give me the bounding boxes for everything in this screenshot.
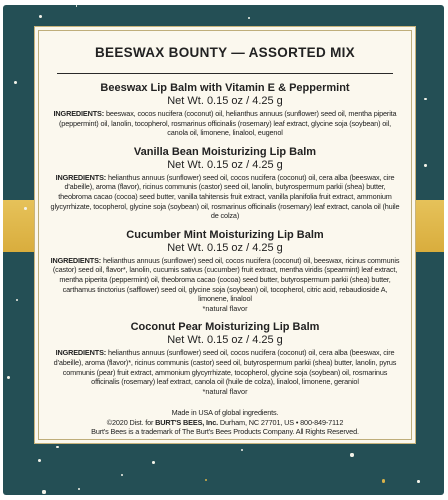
product-name: Beeswax Lip Balm with Vitamin E & Peppermint	[100, 82, 350, 94]
dist-suffix: Durham, NC 27701, US • 800-849-7112	[219, 417, 344, 427]
speckle-dot	[14, 81, 17, 84]
product-weight: Net Wt. 0.15 oz / 4.25 g	[167, 158, 283, 171]
product-ingredients	[49, 348, 401, 386]
product-coconut-pear	[39, 321, 411, 396]
speckle-dot	[78, 488, 80, 490]
product-ingredients	[49, 256, 401, 304]
product-name: Coconut Pear Moisturizing Lip Balm	[130, 321, 320, 334]
natural-flavor-note: *natural flavor	[202, 386, 248, 396]
speckle-dot	[76, 5, 78, 7]
speckle-dot	[241, 449, 243, 451]
speckle-dot	[248, 17, 250, 19]
product-beeswax	[39, 82, 411, 138]
ingredients-text: helianthus annuus (sunflower) seed oil, cocos nucifera (coconut) oil, cera alba (beeswax, cire d'abeille), aroma (flavor)*, ricinus communis (castor) seed oil, butyrospermum parkii (shea) butter, lanolin, pyrus communis (pear) fruit extract, ammonium glycyrrhizate, tocopherol, glycine soja (soybean) oil, rosmarinus officinalis (rosemary) leaf extract, canola oil (huile de colza), linalool, limonene, geraniol	[53, 348, 397, 387]
dist-prefix: ©2020 Dist. for	[106, 417, 154, 427]
speckle-dot	[24, 207, 27, 210]
speckle-dot	[382, 479, 385, 482]
ingredients-text: helianthus annuus (sunflower) seed oil, cocos nucifera (coconut) oil, beeswax, ricinus communis (castor) seed oil, flavor*, lanolin, cucumis sativus (cucumber) fruit extract, mentha viridis (spearmint) leaf extract, mentha piperita (peppermint) oil, theobroma cacao (cocoa) seed butter, butyrospermum parkii (shea) butter, carthamus tinctorius (safflower) seed oil, glycine soja (soybean) oil, tocopherol, citric acid, rebaudioside A, limonene, linalool	[52, 255, 400, 304]
product-name: Vanilla Bean Moisturizing Lip Balm	[133, 145, 317, 158]
ingredients-label: INGREDIENTS:	[50, 255, 102, 265]
trademark-text: Burt's Bees is a trademark of The Burt's Bees Products Company. All Rights Reserved.	[91, 427, 359, 437]
product-ingredients	[49, 173, 401, 221]
ingredients-text: helianthus annuus (sunflower) seed oil, cocos nucifera (coconut) oil, cera alba (beeswax, cire d'abeille), aroma (flavor), ricinus communis (castor) seed oil, lanolin, butyrospermum parkii (shea) butter, theobroma cacao (cocoa) seed butter, vanilla tahitensis fruit extract, vanilla planifolia fruit extract, ammonium glycyrrhizate, tocopherol, glycine soja (soybean) oil, rosmarinus officinalis (rosemary) leaf extract, canola oil (huile de colza)	[50, 172, 400, 221]
speckle-dot	[424, 98, 427, 101]
package-box	[3, 5, 444, 495]
product-vanilla	[39, 146, 411, 221]
footer	[39, 408, 411, 437]
product-weight: Net Wt. 0.15 oz / 4.25 g	[167, 95, 283, 107]
product-ingredients	[49, 109, 401, 138]
speckle-dot	[152, 461, 155, 464]
product-name: Cucumber Mint Moisturizing Lip Balm	[126, 228, 324, 241]
speckle-dot	[205, 479, 207, 481]
speckle-dot	[424, 164, 426, 166]
product-weight: Net Wt. 0.15 oz / 4.25 g	[167, 241, 283, 254]
speckle-dot	[38, 459, 41, 462]
ingredients-panel	[38, 30, 412, 440]
product-cucumber	[39, 229, 411, 314]
title-divider	[57, 73, 393, 74]
natural-flavor-note: *natural flavor	[202, 303, 248, 313]
speckle-dot	[417, 480, 419, 482]
speckle-dot	[42, 490, 45, 493]
ingredients-label: INGREDIENTS:	[53, 109, 105, 118]
speckle-dot	[39, 15, 42, 18]
speckle-dot	[121, 474, 123, 476]
speckle-dot	[350, 453, 353, 456]
ingredients-text: beeswax, cocos nucifera (coconut) oil, helianthus annuus (sunflower) seed oil, mentha piperita (peppermint) oil, lanolin, tocopherol, rosmarinus officinalis (rosemary) leaf extract, glycine soja (soybean) oil, canola oil, limonene, linalool, eugenol	[59, 109, 397, 138]
speckle-dot	[7, 376, 10, 379]
speckle-dot	[16, 299, 18, 301]
made-in-text: Made in USA of global ingredients.	[171, 408, 279, 418]
page-title: BEESWAX BOUNTY — ASSORTED MIX	[95, 45, 355, 60]
ingredients-label: INGREDIENTS:	[55, 172, 107, 182]
ingredients-label: INGREDIENTS:	[55, 348, 107, 358]
distributor-line	[39, 418, 411, 428]
dist-brand: BURT'S BEES, Inc.	[155, 417, 219, 427]
product-weight: Net Wt. 0.15 oz / 4.25 g	[167, 334, 283, 347]
speckle-dot	[56, 446, 58, 448]
